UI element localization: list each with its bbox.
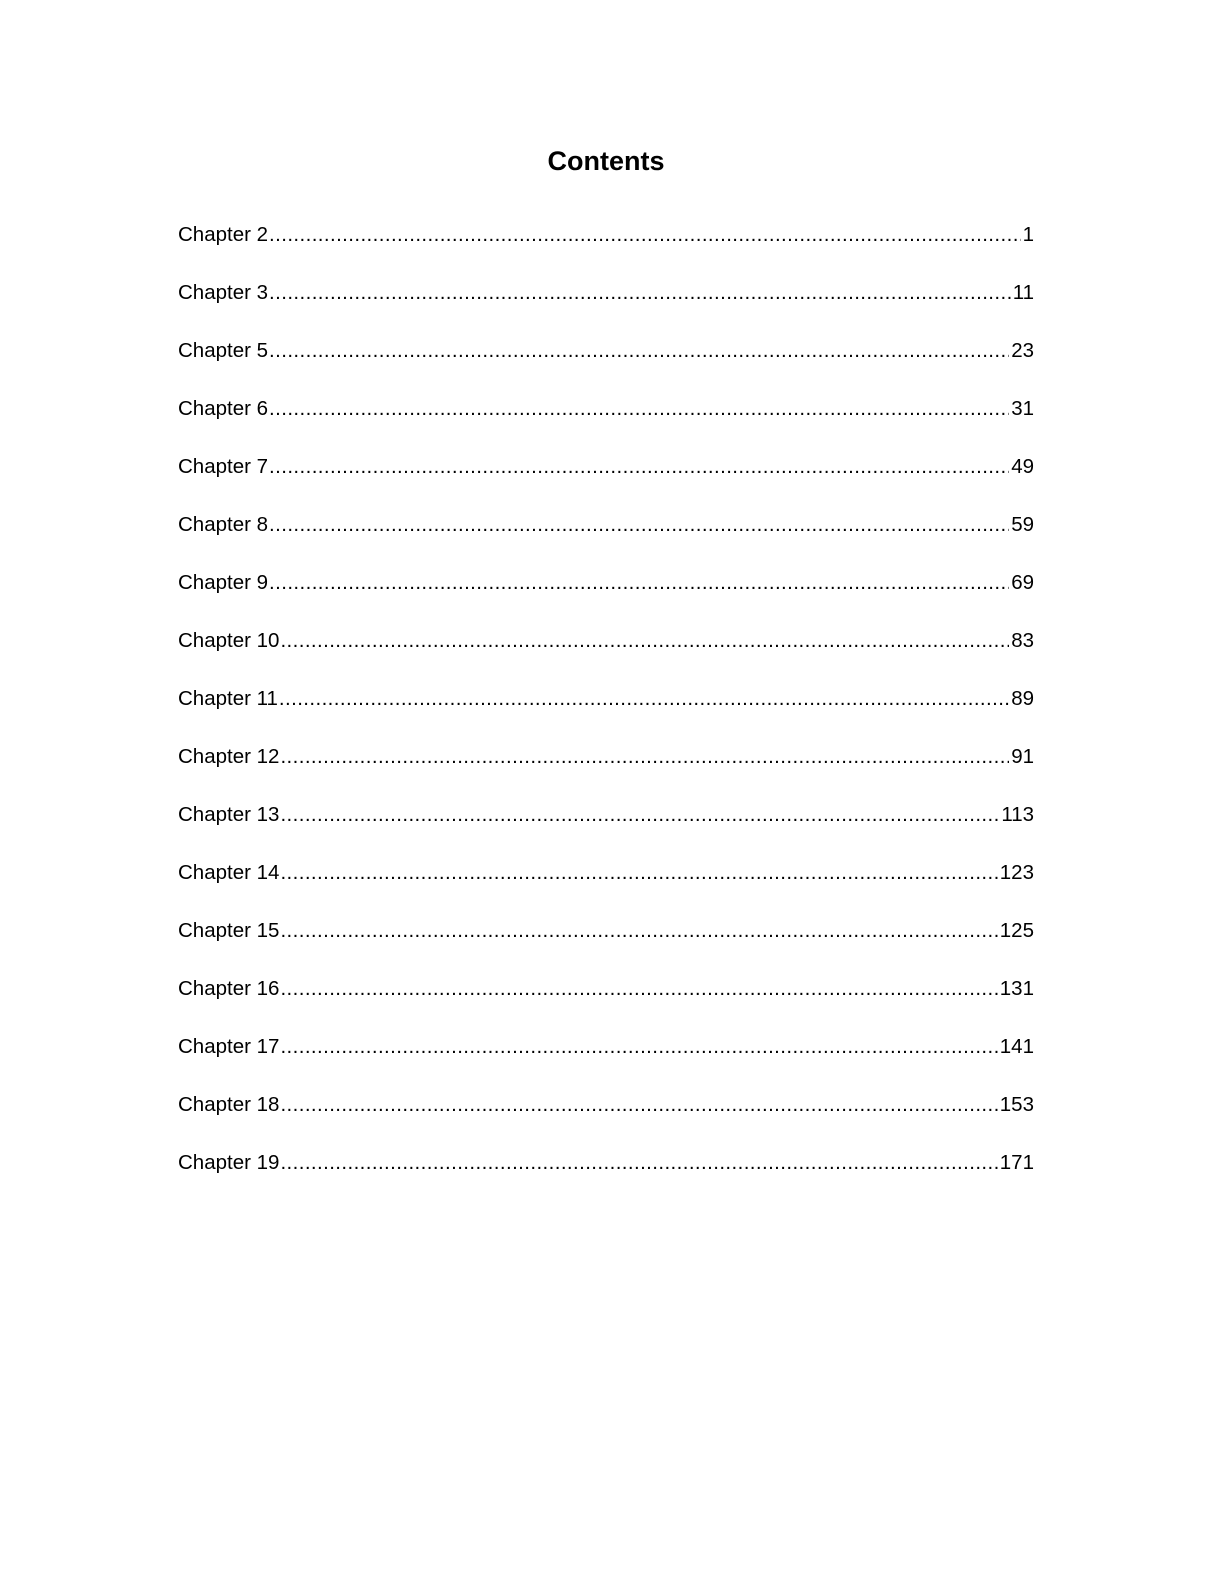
toc-entry-page: 91 <box>1011 745 1034 768</box>
toc-entry[interactable] <box>178 276 1034 334</box>
toc-entry-label: Chapter 14 <box>178 861 280 884</box>
toc-leader-dots <box>280 856 997 890</box>
toc-entry[interactable] <box>178 1088 1034 1146</box>
toc-leader-dots <box>280 914 997 948</box>
toc-entry-label: Chapter 12 <box>178 745 280 768</box>
toc-leader-dots <box>280 1146 997 1180</box>
toc-entry-page: 11 <box>1012 281 1034 304</box>
toc-entry[interactable] <box>178 972 1034 1030</box>
toc-entry[interactable] <box>178 450 1034 508</box>
toc-entry-page: 125 <box>999 919 1034 942</box>
toc-entry[interactable] <box>178 334 1034 392</box>
toc-entry-page: 131 <box>999 977 1034 1000</box>
toc-leader-dots <box>280 1088 997 1122</box>
toc-entry[interactable] <box>178 1146 1034 1204</box>
toc-entry-label: Chapter 8 <box>178 513 269 536</box>
toc-entry-page: 153 <box>999 1093 1034 1116</box>
toc-leader-dots <box>269 450 1009 484</box>
toc-entry-label: Chapter 9 <box>178 571 269 594</box>
toc-entry-page: 59 <box>1011 513 1034 536</box>
toc-entry-label: Chapter 16 <box>178 977 280 1000</box>
page-title: Contents <box>547 146 665 176</box>
toc-entry[interactable] <box>178 624 1034 682</box>
toc-entry-page: 31 <box>1011 397 1034 420</box>
toc-entry-label: Chapter 7 <box>178 455 269 478</box>
toc-leader-dots <box>269 566 1009 600</box>
toc-entry[interactable] <box>178 682 1034 740</box>
toc-entry-label: Chapter 18 <box>178 1093 280 1116</box>
toc-entry[interactable] <box>178 1030 1034 1088</box>
toc-entry-page: 113 <box>1001 803 1034 826</box>
toc-entry-label: Chapter 10 <box>178 629 280 652</box>
toc-entry-page: 69 <box>1011 571 1034 594</box>
toc-entry[interactable] <box>178 740 1034 798</box>
toc-leader-dots <box>269 508 1009 542</box>
toc-entry-page: 123 <box>999 861 1034 884</box>
toc-entry-label: Chapter 13 <box>178 803 280 826</box>
toc-entry-page: 1 <box>1022 223 1034 246</box>
toc-entry-page: 23 <box>1011 339 1034 362</box>
toc-entry-label: Chapter 19 <box>178 1151 280 1174</box>
toc-entry-label: Chapter 15 <box>178 919 280 942</box>
toc-entry-page: 49 <box>1011 455 1034 478</box>
toc-entry-page: 141 <box>999 1035 1034 1058</box>
toc-leader-dots <box>269 276 1011 310</box>
toc-leader-dots <box>269 334 1009 368</box>
toc-leader-dots <box>280 740 1009 774</box>
toc-entry-label: Chapter 3 <box>178 281 269 304</box>
toc-entry[interactable] <box>178 914 1034 972</box>
toc-entry-page: 171 <box>999 1151 1034 1174</box>
toc-entry[interactable] <box>178 856 1034 914</box>
toc-entry-label: Chapter 2 <box>178 223 269 246</box>
toc-entry-page: 89 <box>1011 687 1034 710</box>
toc-leader-dots <box>279 682 1009 716</box>
toc-entry[interactable] <box>178 566 1034 624</box>
toc-entry-label: Chapter 6 <box>178 397 269 420</box>
toc-leader-dots <box>269 218 1021 252</box>
toc-entry-label: Chapter 11 <box>178 687 278 710</box>
table-of-contents <box>178 218 1034 1204</box>
toc-leader-dots <box>280 972 997 1006</box>
toc-entry-page: 83 <box>1011 629 1034 652</box>
toc-entry[interactable] <box>178 508 1034 566</box>
toc-entry-label: Chapter 5 <box>178 339 269 362</box>
toc-entry[interactable] <box>178 798 1034 856</box>
toc-entry[interactable] <box>178 392 1034 450</box>
toc-entry[interactable] <box>178 218 1034 276</box>
toc-leader-dots <box>280 624 1009 658</box>
toc-leader-dots <box>280 798 999 832</box>
toc-leader-dots <box>280 1030 997 1064</box>
toc-entry-label: Chapter 17 <box>178 1035 280 1058</box>
toc-leader-dots <box>269 392 1009 426</box>
